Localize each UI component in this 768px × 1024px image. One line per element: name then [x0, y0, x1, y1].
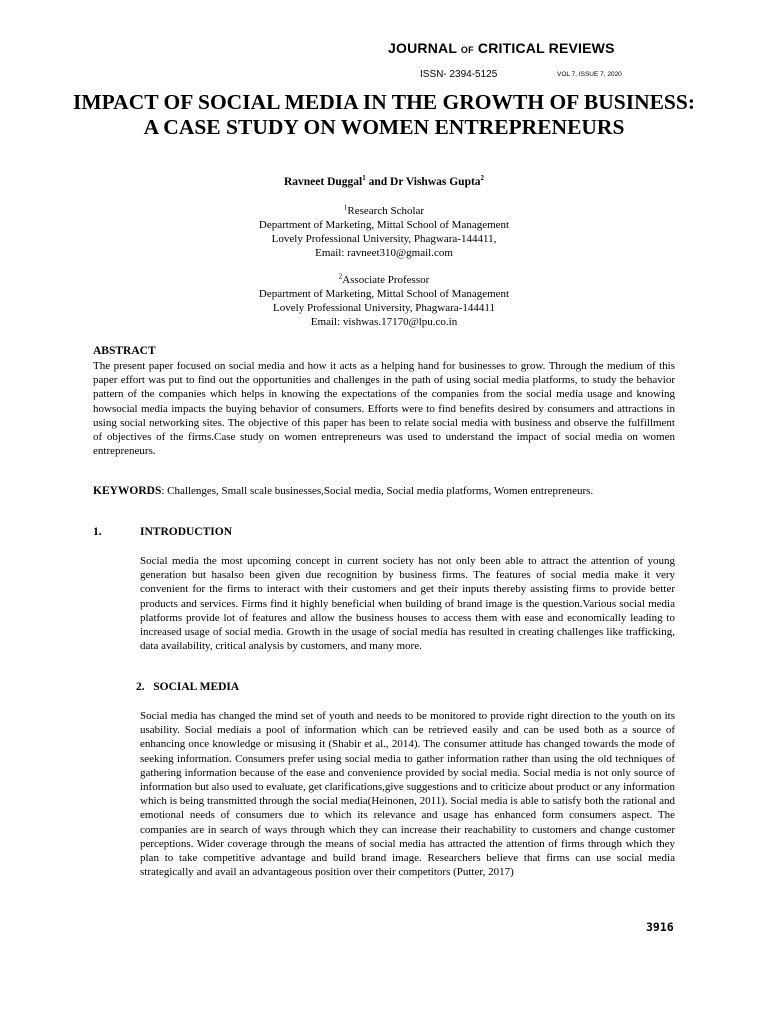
authors [0, 176, 768, 188]
affiliation-2-email: Email: vishwas.17170@lpu.co.in [310, 316, 458, 328]
author-connector: and Dr Vishwas Gupta [365, 176, 481, 188]
volume-issue: VOL 7, ISSUE 7, 2020 [557, 71, 622, 78]
affiliation-2-role-text: Associate Professor [342, 274, 430, 286]
keywords-text: : Challenges, Small scale businesses,Social media, Social media platforms, Women entrepreneurs. [161, 485, 594, 497]
journal-name-of: OF [460, 45, 474, 55]
affiliation-1-email: Email: ravneet310@gmail.com [315, 247, 453, 259]
abstract-heading: ABSTRACT [93, 345, 156, 357]
affiliation-1-sup: 1 [343, 203, 348, 212]
affiliation-2 [0, 273, 768, 329]
affiliation-1-department: Department of Marketing, Mittal School of Management [258, 219, 510, 231]
page-number: 3916 [646, 920, 674, 934]
abstract-text: The present paper focused on social media and how it acts as a helping hand for businesses to grow. Through the medium of this paper effort was put to find out the opportunities and challenges in the path of using social media platforms, to study the behavior pattern of the companies which helps in knowing the expectations of the companies from the social media usage and knowing howsocial media impacts the buying behavior of consumers. Efforts were to find benefits desired by consumers and attractions in using social networking sites. The objective of this paper has been to relate social media with business and observe the fulfillment of objectives of the firms.Case study on women entrepreneurs was used to understand the impact of social media on women entrepreneurs. [93, 360, 675, 458]
affiliation-1-role [0, 204, 768, 218]
author-1: Ravneet Duggal [283, 176, 363, 188]
section-2-text: Social media has changed the mind set of youth and needs to be monitored to provide right direction to the youth on its usability. Social mediais a pool of information which can be retrieved easily and can be used both as a source of enhancing once knowledge or misusing it (Shabir et al., 2014). The consumer attitude has changed towards the mode of seeking information. Consumers prefer using social media to gather information rather than using the old techniques of gathering information because of the ease and convenience provided by social media. Social media is not only source of information but also used to evaluate, get clarifications,give suggestions and to criticize about product or any information which is being transmitted through the social media(Heinonen, 2011). Social media is able to satisfy both the rational and emotional needs of consumers due to which its relevance and usage has enhanced form consumers aspect. The companies are in search of ways through which they can increase their reachability to customers and change customer perceptions. Wider coverage through the means of social media has attracted the attention of firms through which they plan to take competitive advantage and build brand image. Researchers believe that firms can use social media strategically and avail an advantageous position over their competitors (Putter, 2017) [140, 710, 675, 879]
affiliation-1-university: Lovely Professional University, Phagwara-144411, [271, 233, 497, 245]
paper-title: IMPACT OF SOCIAL MEDIA IN THE GROWTH OF BUSINESS: A CASE STUDY ON WOMEN ENTREPRENEURS [72, 90, 696, 139]
keywords-label: KEYWORDS [93, 485, 162, 497]
affiliation-2-role [0, 273, 768, 287]
journal-name-part2: CRITICAL REVIEWS [473, 40, 615, 56]
author-1-sup: 1 [362, 174, 366, 183]
journal-name [388, 40, 615, 56]
section-2-title: 2. SOCIAL MEDIA [136, 681, 240, 693]
affiliation-1-role-text: Research Scholar [347, 205, 425, 217]
section-1-text: Social media the most upcoming concept in current society has not only been able to attract the attention of young generation but hasalso been given due recognition by business firms. The features of social media make it very convenient for the firms to interact with their customers and get their inputs thereby assisting firms to provide better products and services. Firms find it highly beneficial when building of brand image is the question.Various social media platforms provide lot of features and allow the business houses to access them with ease and economically leading to increased usage of social media. Growth in the usage of social media has resulted in creating challenges like trafficking, data availability, critical analysis by customers, and many more. [140, 555, 675, 653]
affiliation-2-sup: 2 [338, 272, 343, 281]
journal-name-part1: JOURNAL [388, 40, 461, 56]
affiliation-2-university: Lovely Professional University, Phagwara-144411 [273, 302, 495, 314]
issn: ISSN- 2394-5125 [420, 69, 498, 80]
section-1-number: 1. [93, 526, 102, 538]
section-1-title: INTRODUCTION [140, 526, 233, 538]
affiliation-2-department: Department of Marketing, Mittal School of Management [258, 288, 510, 300]
author-2-sup: 2 [480, 174, 485, 183]
keywords [93, 484, 675, 498]
affiliation-1 [0, 204, 768, 260]
